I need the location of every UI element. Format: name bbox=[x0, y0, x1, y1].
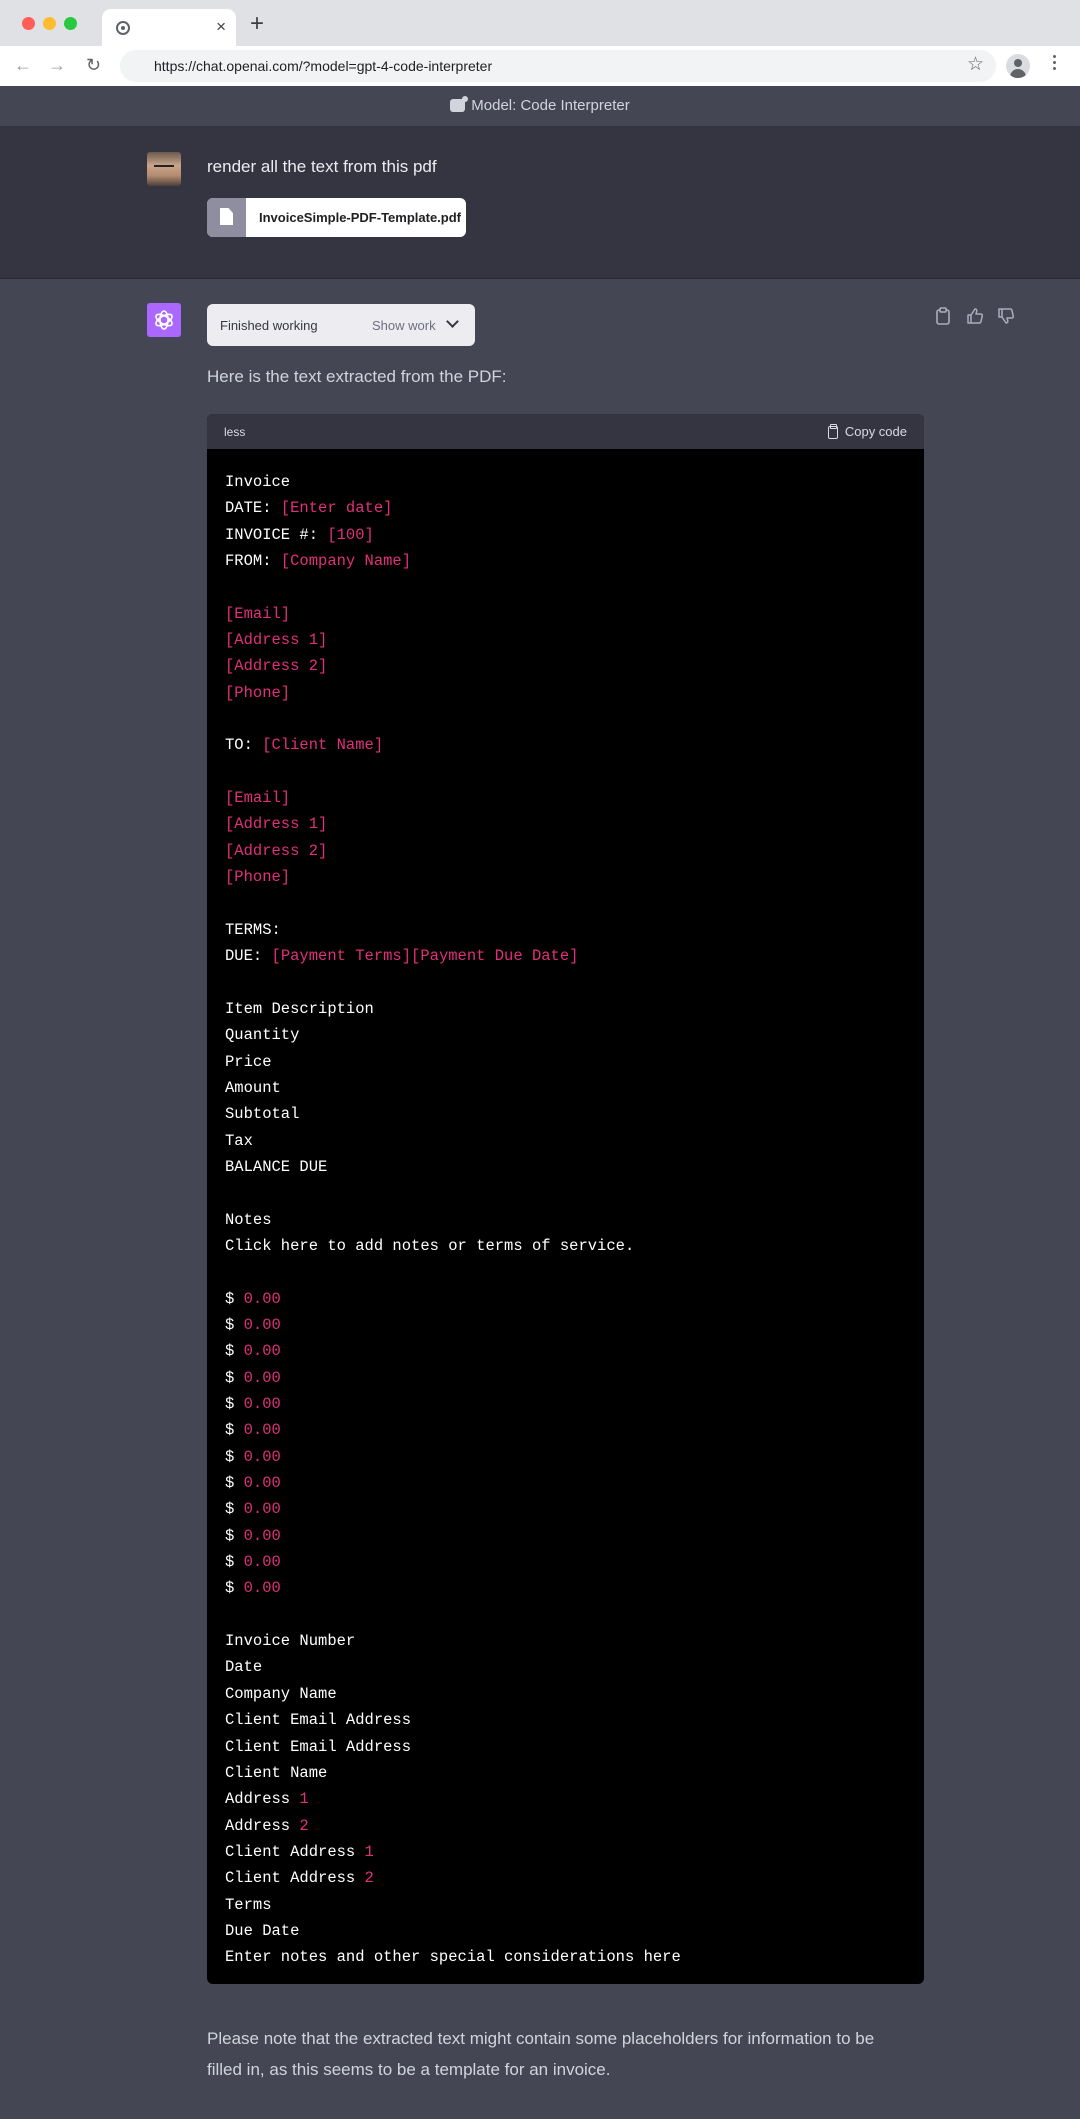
reload-icon[interactable]: ↻ bbox=[86, 55, 102, 75]
code-text: Notes bbox=[225, 1210, 272, 1229]
code-line bbox=[225, 548, 907, 574]
code-placeholder: 0.00 bbox=[243, 1421, 281, 1440]
code-placeholder: [Email] bbox=[225, 604, 291, 623]
code-line bbox=[225, 759, 907, 785]
code-text: DUE: bbox=[225, 947, 272, 966]
code-line bbox=[225, 1760, 907, 1786]
code-text: TERMS: bbox=[225, 920, 281, 939]
code-placeholder: 0.00 bbox=[243, 1289, 281, 1308]
code-line bbox=[225, 706, 907, 732]
code-line bbox=[225, 970, 907, 996]
code-placeholder: [Company Name] bbox=[280, 552, 412, 571]
code-text: Invoice bbox=[225, 473, 291, 491]
code-text: Invoice Number bbox=[225, 1632, 356, 1651]
code-line bbox=[225, 1286, 907, 1312]
code-line bbox=[225, 1154, 907, 1180]
model-label: Model: Code Interpreter bbox=[471, 97, 630, 114]
code-line bbox=[225, 1338, 907, 1364]
browser-tab[interactable] bbox=[102, 9, 236, 46]
code-line bbox=[225, 1259, 907, 1285]
code-placeholder: 0.00 bbox=[243, 1447, 281, 1466]
code-placeholder: 0.00 bbox=[243, 1316, 281, 1334]
status-label: Finished working bbox=[220, 318, 318, 333]
code-placeholder: [Enter date] bbox=[280, 499, 393, 518]
code-text: Date bbox=[225, 1658, 263, 1677]
code-text: FROM: bbox=[225, 552, 281, 571]
code-text: Due Date bbox=[225, 1921, 300, 1940]
code-text: TO: bbox=[225, 736, 263, 755]
code-text: $ bbox=[225, 1395, 244, 1414]
star-icon[interactable]: ☆ bbox=[966, 54, 984, 75]
code-line bbox=[225, 495, 907, 521]
code-text: $ bbox=[225, 1447, 244, 1466]
code-line bbox=[225, 1233, 907, 1259]
code-line bbox=[225, 1628, 907, 1654]
show-work-label[interactable]: Show work bbox=[372, 318, 436, 333]
code-text: Quantity bbox=[225, 1026, 300, 1045]
code-text: Subtotal bbox=[225, 1105, 300, 1124]
code-line bbox=[225, 1312, 907, 1338]
code-line bbox=[225, 996, 907, 1022]
code-placeholder: 2 bbox=[364, 1869, 374, 1888]
code-line bbox=[225, 1786, 907, 1812]
openai-logo-icon bbox=[147, 303, 181, 337]
code-text: Enter notes and other special considerations here bbox=[225, 1948, 681, 1967]
code-line bbox=[225, 1918, 907, 1944]
kebab-menu-icon[interactable] bbox=[1053, 55, 1057, 73]
code-line bbox=[225, 1101, 907, 1127]
url-text[interactable]: https://chat.openai.com/?model=gpt-4-code-interpreter bbox=[154, 58, 493, 74]
code-language: less bbox=[224, 425, 246, 439]
code-line bbox=[225, 574, 907, 600]
code-placeholder: [Phone] bbox=[225, 683, 291, 702]
code-text: $ bbox=[225, 1289, 244, 1308]
code-line bbox=[225, 1444, 907, 1470]
code-text: $ bbox=[225, 1342, 244, 1361]
code-placeholder: [Email] bbox=[225, 789, 291, 808]
code-text: $ bbox=[225, 1474, 244, 1493]
assistant-outro-text: Please note that the extracted text might contain some placeholders for information to be filled in, as this seems to be a template for an invoice. bbox=[207, 2029, 875, 2079]
clipboard-icon bbox=[828, 426, 838, 439]
chrome-icon bbox=[116, 21, 130, 35]
profile-icon[interactable] bbox=[1006, 54, 1030, 78]
code-line bbox=[225, 732, 907, 758]
code-placeholder: [Address 2] bbox=[225, 841, 328, 860]
thumbs-down-icon[interactable] bbox=[997, 307, 1015, 330]
user-avatar bbox=[147, 152, 181, 186]
file-attachment[interactable] bbox=[207, 198, 466, 237]
code-line bbox=[225, 1417, 907, 1443]
forward-arrow-icon[interactable]: → bbox=[48, 55, 66, 75]
code-placeholder: 0.00 bbox=[243, 1526, 281, 1545]
code-placeholder: 0.00 bbox=[243, 1553, 281, 1572]
code-line bbox=[225, 838, 907, 864]
code-line bbox=[225, 1128, 907, 1154]
code-placeholder: [Client Name] bbox=[262, 736, 384, 755]
code-header bbox=[207, 414, 924, 449]
code-line bbox=[225, 1022, 907, 1048]
code-text: $ bbox=[225, 1553, 244, 1572]
code-line bbox=[225, 1839, 907, 1865]
code-text: Price bbox=[225, 1052, 272, 1071]
code-line bbox=[225, 1391, 907, 1417]
code-placeholder: 0.00 bbox=[243, 1368, 281, 1387]
code-line bbox=[225, 653, 907, 679]
model-icon bbox=[450, 99, 465, 112]
code-placeholder: 0.00 bbox=[243, 1579, 281, 1598]
code-placeholder: [Address 2] bbox=[225, 657, 328, 676]
code-line bbox=[225, 1602, 907, 1628]
code-line bbox=[225, 1707, 907, 1733]
code-line bbox=[225, 1865, 907, 1891]
code-text: DATE: bbox=[225, 499, 281, 518]
code-line bbox=[225, 811, 907, 837]
code-text: $ bbox=[225, 1500, 244, 1519]
code-line bbox=[225, 1523, 907, 1549]
code-text: Client Address bbox=[225, 1869, 365, 1888]
window-maximize-button[interactable] bbox=[64, 17, 77, 30]
back-arrow-icon[interactable]: ← bbox=[14, 55, 32, 75]
code-placeholder: [Address 1] bbox=[225, 631, 328, 650]
code-line bbox=[225, 1892, 907, 1918]
code-text: Click here to add notes or terms of service. bbox=[225, 1236, 635, 1255]
code-line bbox=[225, 917, 907, 943]
code-line bbox=[225, 627, 907, 653]
clipboard-icon[interactable] bbox=[935, 307, 951, 330]
code-line bbox=[225, 864, 907, 890]
code-text: Amount bbox=[225, 1078, 281, 1097]
thumbs-up-icon[interactable] bbox=[966, 307, 984, 330]
code-line bbox=[225, 601, 907, 627]
code-line bbox=[225, 680, 907, 706]
window-close-button[interactable] bbox=[22, 17, 35, 30]
code-text: $ bbox=[225, 1368, 244, 1387]
code-line bbox=[225, 469, 907, 495]
code-text: Client Name bbox=[225, 1763, 328, 1782]
show-work-toggle[interactable] bbox=[207, 304, 475, 346]
code-placeholder: [100] bbox=[327, 525, 374, 544]
code-line bbox=[225, 943, 907, 969]
assistant-intro-text: Here is the text extracted from the PDF: bbox=[207, 367, 507, 386]
code-line bbox=[225, 891, 907, 917]
code-text: $ bbox=[225, 1526, 244, 1545]
new-tab-button[interactable]: + bbox=[250, 10, 265, 37]
window-minimize-button[interactable] bbox=[43, 17, 56, 30]
code-text: Terms bbox=[225, 1895, 272, 1914]
code-line bbox=[225, 1365, 907, 1391]
code-line bbox=[225, 1049, 907, 1075]
code-text: $ bbox=[225, 1421, 244, 1440]
code-line bbox=[225, 1075, 907, 1101]
address-bar[interactable] bbox=[120, 50, 996, 82]
browser-tab-bar bbox=[0, 0, 1080, 46]
code-line bbox=[225, 1180, 907, 1206]
model-bar bbox=[0, 86, 1080, 127]
chevron-down-icon[interactable] bbox=[446, 315, 459, 328]
code-line bbox=[225, 1654, 907, 1680]
attachment-name: InvoiceSimple-PDF-Template.pdf bbox=[259, 210, 462, 225]
code-placeholder: [Address 1] bbox=[225, 815, 328, 834]
code-placeholder: 2 bbox=[299, 1816, 309, 1835]
code-placeholder: 0.00 bbox=[243, 1500, 281, 1519]
code-placeholder: 1 bbox=[364, 1842, 374, 1861]
user-message-text: render all the text from this pdf bbox=[207, 157, 437, 176]
browser-toolbar bbox=[0, 46, 1080, 86]
code-body bbox=[207, 449, 924, 1971]
code-line bbox=[225, 1734, 907, 1760]
code-text: Tax bbox=[225, 1131, 253, 1150]
code-text: INVOICE #: bbox=[225, 525, 328, 544]
code-line bbox=[225, 1813, 907, 1839]
code-text: BALANCE DUE bbox=[225, 1157, 328, 1176]
code-text: Client Email Address bbox=[225, 1711, 412, 1730]
code-line bbox=[225, 1496, 907, 1522]
code-line bbox=[225, 1549, 907, 1575]
code-line bbox=[225, 1944, 907, 1970]
code-text: Address bbox=[225, 1816, 300, 1835]
code-line bbox=[225, 785, 907, 811]
code-text: Address bbox=[225, 1790, 300, 1809]
copy-code-button[interactable] bbox=[828, 424, 907, 439]
tab-close-button[interactable]: × bbox=[216, 17, 226, 36]
code-text: Client Email Address bbox=[225, 1737, 412, 1756]
copy-code-label: Copy code bbox=[844, 424, 907, 439]
code-line bbox=[225, 522, 907, 548]
code-block bbox=[207, 414, 924, 1984]
code-line bbox=[225, 1470, 907, 1496]
code-text: Company Name bbox=[225, 1684, 337, 1703]
user-message bbox=[0, 127, 1080, 279]
code-placeholder: [Phone] bbox=[225, 868, 291, 887]
code-line bbox=[225, 1681, 907, 1707]
code-text: Item Description bbox=[225, 999, 374, 1018]
code-placeholder: 0.00 bbox=[243, 1474, 281, 1493]
code-placeholder: [Payment Terms][Payment Due Date] bbox=[271, 947, 579, 966]
code-placeholder: 1 bbox=[299, 1790, 309, 1809]
file-icon bbox=[220, 208, 233, 225]
code-text: $ bbox=[225, 1316, 244, 1334]
code-text: Client Address bbox=[225, 1842, 365, 1861]
code-placeholder: 0.00 bbox=[243, 1395, 281, 1414]
code-line bbox=[225, 1575, 907, 1601]
code-placeholder: 0.00 bbox=[243, 1342, 281, 1361]
code-text: $ bbox=[225, 1579, 244, 1598]
code-line bbox=[225, 1207, 907, 1233]
